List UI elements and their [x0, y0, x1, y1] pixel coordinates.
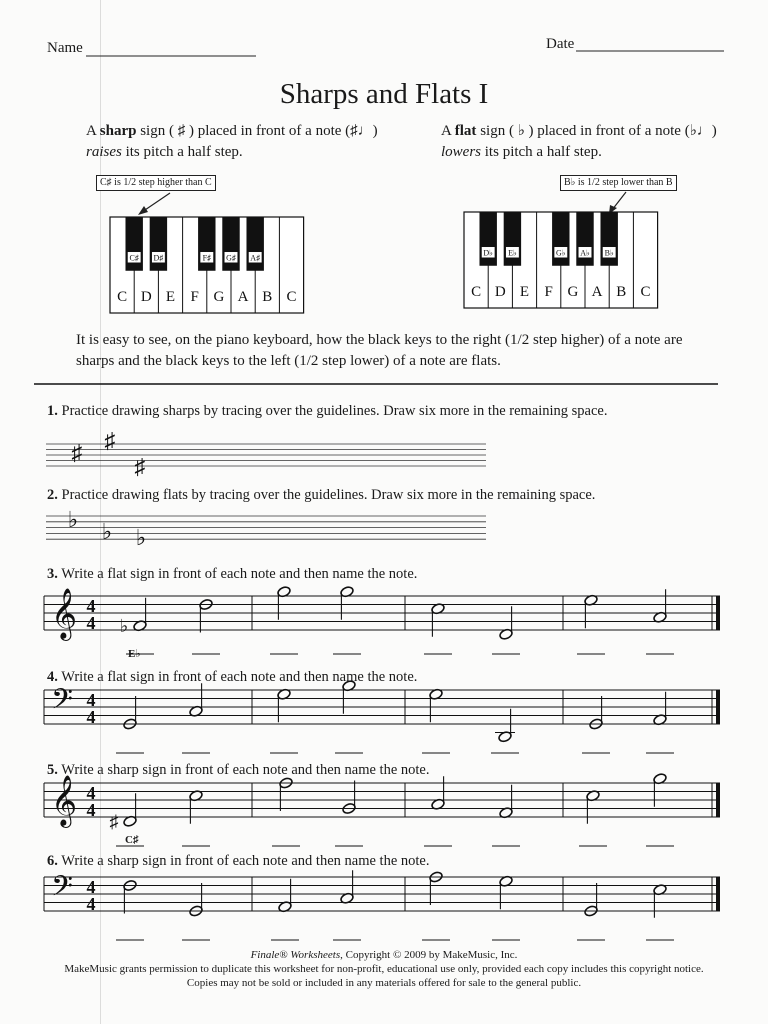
white-key-label: B [262, 289, 273, 305]
black-key-label: G♭ [556, 248, 566, 258]
white-key-label: E [165, 289, 176, 305]
black-key-label: A♯ [250, 253, 261, 263]
sample-accidental: ♯ [109, 811, 119, 832]
final-bar-thick [716, 877, 720, 911]
treble-clef-icon: 𝄞 [50, 589, 78, 638]
time-signature-top: 4 [86, 596, 96, 616]
black-key-label: D♭ [483, 248, 493, 258]
music-staves [44, 586, 720, 940]
sample-accidental: ♭ [119, 615, 129, 636]
worksheet-title: Sharps and Flats I [279, 78, 489, 110]
sharp-note-icon: ♯♩ [350, 123, 373, 139]
exercise-2-instruction: 2. Practice drawing flats by tracing over the guidelines. Draw six more in the remaining space. [47, 487, 596, 503]
treble-clef-icon: 𝄞 [50, 776, 78, 825]
sharp-callout: C♯ is 1/2 step higher than C [96, 175, 216, 191]
final-bar-thick [716, 690, 720, 724]
traced-sharp: ♯ [134, 454, 146, 479]
sharp-callout-arrow [142, 193, 170, 212]
time-signature-top: 4 [86, 783, 96, 803]
time-signature-bottom: 4 [86, 800, 96, 820]
traced-flat: ♭ [135, 525, 147, 550]
flat-note-icon: ♭♩ [689, 123, 712, 139]
black-key-label: B♭ [604, 248, 614, 258]
flat-definition: A flat sign ( ♭ ) placed in front of a note (♭♩) lowers its pitch a half step. [441, 123, 717, 160]
white-key-label: B [616, 284, 627, 300]
final-bar-thick [716, 783, 720, 817]
black-key-label: E♭ [508, 248, 517, 258]
white-key-label: E [519, 284, 530, 300]
white-key-label: D [140, 289, 152, 305]
final-bar-thick [716, 596, 720, 630]
white-key-label: D [494, 284, 506, 300]
white-key-label: A [591, 284, 603, 300]
time-signature-bottom: 4 [86, 613, 96, 633]
black-key-label: A♭ [580, 248, 590, 258]
sharp-arrowhead [138, 206, 148, 215]
exercise-6-instruction: 6. Write a sharp sign in front of each note and then name the note. [47, 853, 430, 869]
black-key-label: G♯ [226, 253, 236, 263]
white-key-label: A [237, 289, 249, 305]
white-key-label: G [213, 289, 225, 305]
keyboard-explanation: It is easy to see, on the piano keyboard, how the black keys to the right (1/2 step higher) of a note are sharps and the black keys to the left (1/2 step lower) of a note are flats. [76, 332, 683, 369]
sharp-definition: A sharp sign ( ♯ ) placed in front of a note (♯♩) raises its pitch a half step. [86, 123, 378, 160]
black-key-label: F♯ [202, 253, 212, 263]
white-key-label: G [567, 284, 579, 300]
time-signature-top: 4 [86, 877, 96, 897]
traced-sharp: ♯ [104, 428, 116, 453]
white-key-label: F [544, 284, 553, 300]
exercise-5-sample-answer: C♯ [125, 834, 139, 846]
time-signature-bottom: 4 [86, 894, 96, 914]
right-piano-keyboard [464, 212, 658, 308]
exercise-1-instruction: 1. Practice drawing sharps by tracing over the guidelines. Draw six more in the remaining space. [47, 403, 608, 419]
time-signature-bottom: 4 [86, 707, 96, 727]
flat-callout: B♭ is 1/2 step lower than B [560, 175, 677, 191]
date-label: Date [546, 36, 575, 52]
white-key-label: F [190, 289, 199, 305]
traced-sharp: ♯ [71, 440, 83, 465]
practice-guidelines [46, 428, 486, 550]
time-signature-top: 4 [86, 690, 96, 710]
white-key-label: C [640, 284, 651, 300]
exercise-4-instruction: 4. Write a flat sign in front of each note and then name the note. [47, 669, 418, 685]
left-piano-keyboard [110, 217, 304, 313]
bass-clef-icon: 𝄢 [51, 685, 73, 722]
exercise-3-sample-answer: E♭ [128, 648, 141, 660]
traced-flat: ♭ [67, 507, 79, 532]
white-key-label: C [117, 289, 128, 305]
white-key-label: C [286, 289, 297, 305]
copyright-footer: Finale® Worksheets, Copyright © 2009 by MakeMusic, Inc. MakeMusic grants permission to duplicate this worksheet for non-profit, educational use only, provided each copy includes this copyright notice. Copies may not be sold or included in any materials offered for sale to the general public. [64, 949, 704, 989]
black-key-label: C♯ [129, 253, 139, 263]
traced-flat: ♭ [101, 519, 113, 544]
black-key-label: D♯ [153, 253, 164, 263]
white-key-label: C [471, 284, 482, 300]
exercise-5-instruction: 5. Write a sharp sign in front of each note and then name the note. [47, 762, 430, 778]
exercise-3-instruction: 3. Write a flat sign in front of each note and then name the note. [47, 566, 418, 582]
bass-clef-icon: 𝄢 [51, 872, 73, 909]
name-label: Name [47, 40, 83, 56]
